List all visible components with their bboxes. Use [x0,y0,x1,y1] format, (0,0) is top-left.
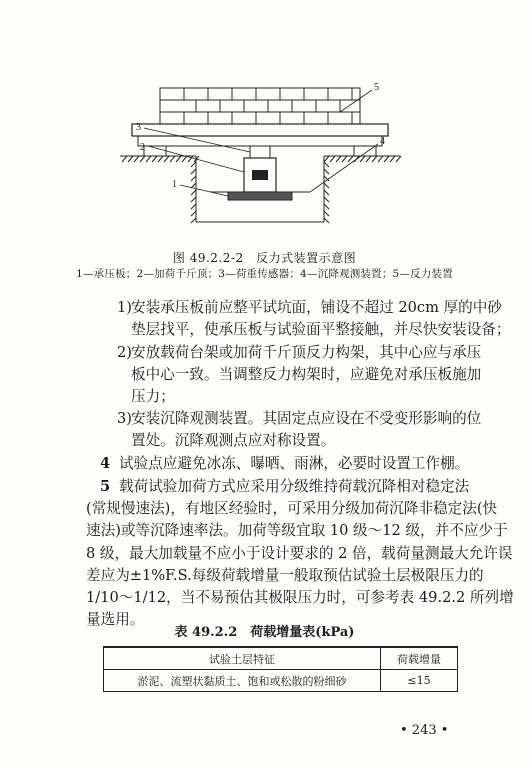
load-cell [250,146,270,158]
table-cell-increment: ≤15 [381,670,458,692]
table-header-row [104,647,458,670]
step-3-line-1: 安装沉降观测装置。其固定点应设在不受变形影响的位 [131,410,482,427]
table-title: 表 49.2.2 荷载增量表(kPa) [174,625,355,640]
item-5-line-7: 量选用。 [86,611,145,628]
step-3-line-2: 置处。沉降观测点应对称设置。 [131,432,336,449]
item-5-line-4: 8 级，最大加载量不应小于设计要求的 2 倍，载荷量测最大允许误 [86,545,513,562]
item-4-number: 4 [100,455,111,472]
test-pit [196,156,324,222]
figure-legend: 1—承压板；2—加荷千斤顶；3—荷重传感器；4—沉降观测装置；5—反力装置 [76,268,453,280]
item-5-number: 5 [100,478,111,495]
item-5-line-6: 1/10～1/12，当不易预估其极限压力时，可参考表 49.2.2 所列增 [86,589,514,606]
item-5-line-2: (常规慢速法)，有地区经验时，可采用分级加荷沉降非稳定法(快 [86,500,498,517]
item-5-line-3: 速法)或等沉降速率法。加荷等级宜取 10 级～12 级，并不应少于 [86,522,508,539]
item-5-line-1: 载荷试验加荷方式应采用分级维持荷载沉降相对稳定法 [119,478,470,495]
load-increment-table [103,646,458,692]
figure-label-4: 4 [380,136,385,147]
step-2-line-3: 压力； [131,388,175,405]
step-2-line-2: 板中心一致。当调整反力构架时，应避免对承压板施加 [131,366,482,383]
figure-caption: 图 49.2.2-2 反力式装置示意图 [172,251,357,265]
table-cell-soil: 淤泥、流塑状黏质土、饱和或松散的粉细砂 [104,670,381,692]
brick-stack [160,88,360,124]
figure-label-1: 1 [172,179,177,190]
step-1-line-2: 垫层找平，使承压板与试验面平整接触，并尽快安装设备； [131,321,511,338]
step-2-number: 2) [117,344,132,361]
reaction-device-diagram [110,82,420,242]
step-1-number: 1) [117,299,132,316]
step-1-line-1: 安装承压板前应整平试坑面，铺设不超过 20cm 厚的中砂 [131,299,502,316]
figure-label-3: 3 [136,122,141,133]
step-3-number: 3) [117,410,132,427]
step-2-line-1: 安放载荷台架或加荷千斤顶反力构架，其中心应与承压 [131,344,482,361]
item-4-text: 试验点应避免冰冻、曝晒、雨淋，必要时设置工作棚。 [119,455,470,472]
bearing-plate [228,192,292,200]
item-5-line-5: 差应为±1%F.S.每级荷载增量一般取预估试验土层极限压力的 [86,567,484,584]
figure-label-2: 2 [140,142,145,153]
table-row [104,670,458,692]
table-header-increment: 荷载增量 [381,647,458,670]
table-header-soil: 试验土层特征 [104,647,381,670]
page-number: • 243 • [400,723,449,738]
loading-beam [138,136,382,146]
ground-surface [120,156,401,223]
figure-label-5: 5 [374,82,379,93]
